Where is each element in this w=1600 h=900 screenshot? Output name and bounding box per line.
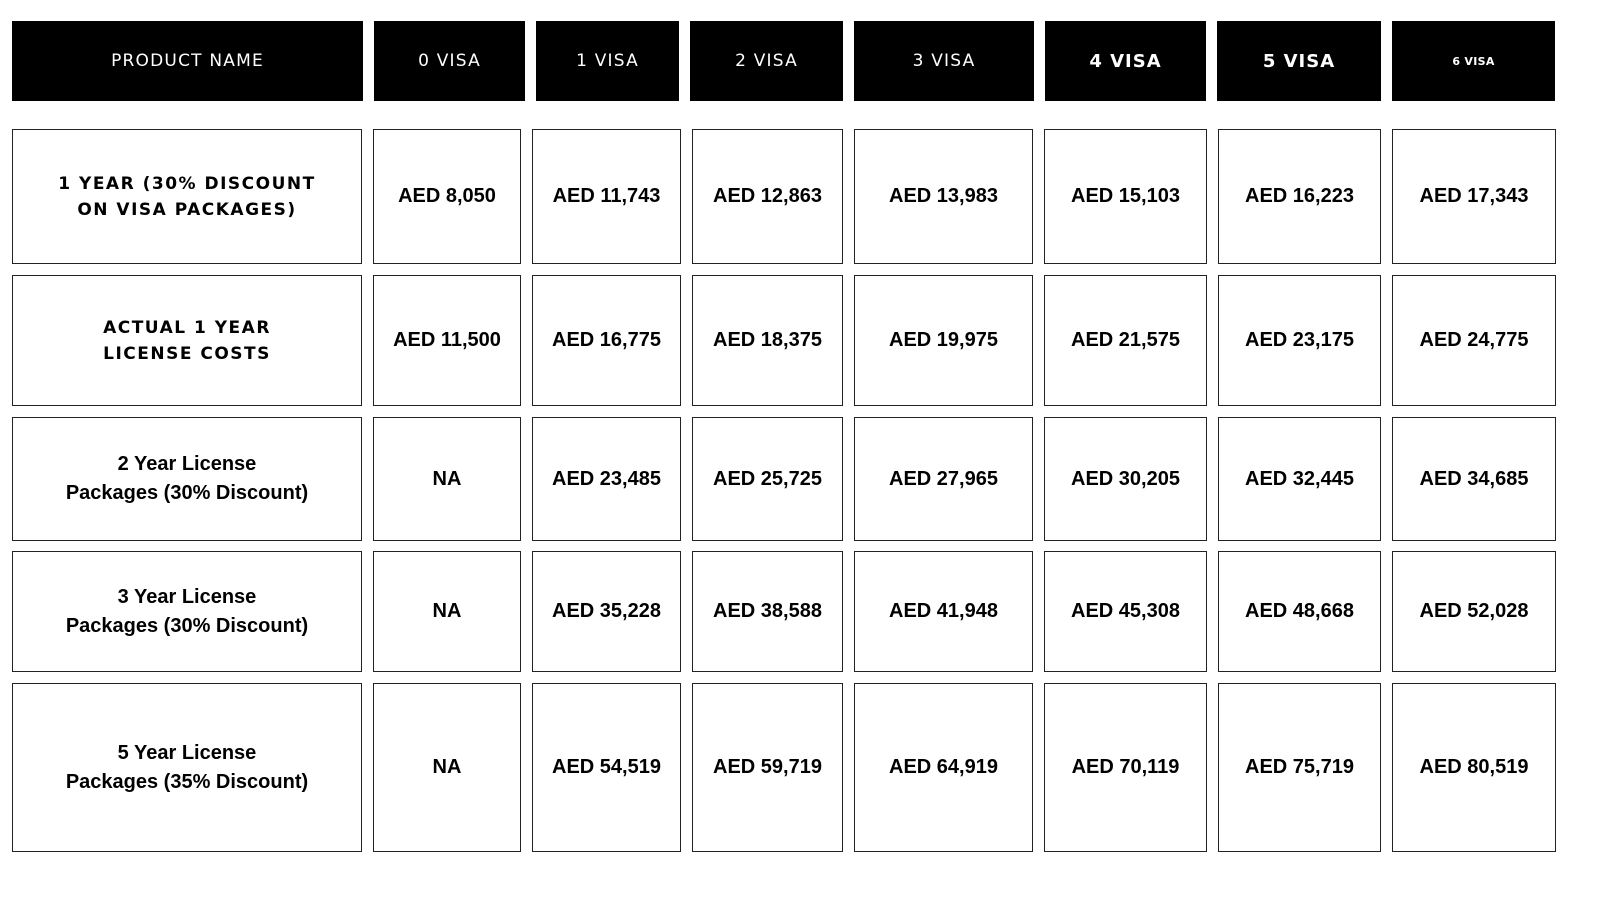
table-cell: AED 13,983 [854, 129, 1033, 264]
table-row-label [12, 683, 362, 852]
table-cell: AED 35,228 [532, 551, 681, 672]
row-label-text: 3 Year License Packages (30% Discount) [65, 585, 309, 637]
table-cell: AED 32,445 [1218, 417, 1381, 541]
header-product-name: PRODUCT NAME [12, 21, 363, 101]
table-cell: AED 38,588 [692, 551, 843, 672]
table-cell: NA [373, 683, 521, 852]
table-cell: AED 23,175 [1218, 275, 1381, 406]
header-4-visa: 4 VISA [1045, 21, 1206, 101]
table-row-label [12, 551, 362, 672]
header-5-visa: 5 VISA [1217, 21, 1381, 101]
table-cell: AED 25,725 [692, 417, 843, 541]
table-cell: AED 11,743 [532, 129, 681, 264]
table-cell: AED 27,965 [854, 417, 1033, 541]
table-cell: AED 70,119 [1044, 683, 1207, 852]
table-cell: NA [373, 551, 521, 672]
header-3-visa: 3 VISA [854, 21, 1034, 101]
table-cell: AED 80,519 [1392, 683, 1556, 852]
table-cell: AED 11,500 [373, 275, 521, 406]
table-cell: AED 21,575 [1044, 275, 1207, 406]
table-cell: AED 18,375 [692, 275, 843, 406]
table-cell: NA [373, 417, 521, 541]
row-label-text: 5 Year License Packages (35% Discount) [65, 741, 309, 793]
table-cell: AED 34,685 [1392, 417, 1556, 541]
table-cell: AED 64,919 [854, 683, 1033, 852]
table-cell: AED 23,485 [532, 417, 681, 541]
table-cell: AED 15,103 [1044, 129, 1207, 264]
row-label-text: 1 YEAR (30% DISCOUNT ON VISA PACKAGES) [58, 173, 316, 220]
table-row-label [12, 275, 362, 406]
header-0-visa: 0 VISA [374, 21, 525, 101]
table-cell: AED 45,308 [1044, 551, 1207, 672]
table-cell: AED 8,050 [373, 129, 521, 264]
table-cell: AED 17,343 [1392, 129, 1556, 264]
table-cell: AED 59,719 [692, 683, 843, 852]
table-cell: AED 30,205 [1044, 417, 1207, 541]
table-cell: AED 24,775 [1392, 275, 1556, 406]
header-6-visa: 6 VISA [1392, 21, 1555, 101]
row-label-text: 2 Year License Packages (30% Discount) [65, 453, 309, 504]
table-cell: AED 75,719 [1218, 683, 1381, 852]
table-cell: AED 52,028 [1392, 551, 1556, 672]
table-row-label [12, 417, 362, 541]
table-cell: AED 16,223 [1218, 129, 1381, 264]
table-cell: AED 12,863 [692, 129, 843, 264]
table-row-label [12, 129, 362, 264]
table-cell: AED 41,948 [854, 551, 1033, 672]
table-cell: AED 16,775 [532, 275, 681, 406]
header-1-visa: 1 VISA [536, 21, 679, 101]
header-2-visa: 2 VISA [690, 21, 843, 101]
table-cell: AED 19,975 [854, 275, 1033, 406]
table-cell: AED 54,519 [532, 683, 681, 852]
row-label-text: ACTUAL 1 YEAR LICENSE COSTS [103, 317, 271, 364]
table-cell: AED 48,668 [1218, 551, 1381, 672]
